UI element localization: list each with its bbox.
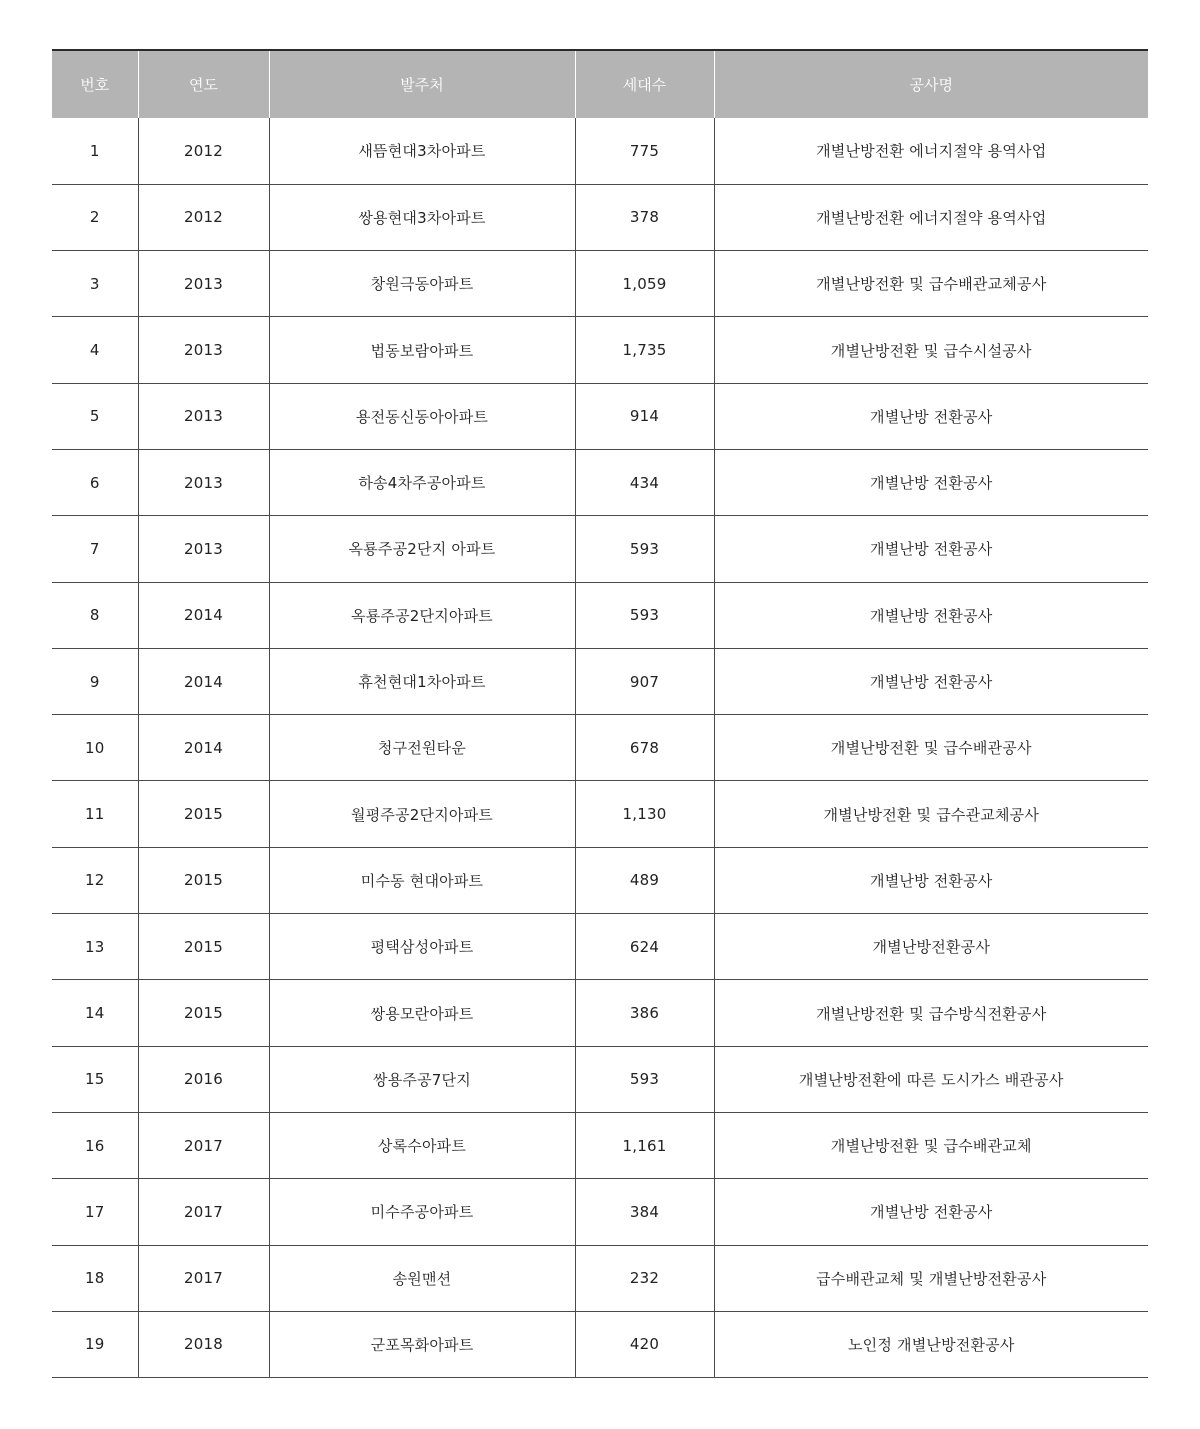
table-row — [52, 781, 1148, 847]
cell-year: 2013 — [138, 383, 269, 449]
cell-year: 2018 — [138, 1311, 269, 1377]
table-row — [52, 1112, 1148, 1178]
cell-number: 19 — [85, 1335, 105, 1354]
table-row — [52, 1046, 1148, 1112]
cell-year: 2015 — [138, 980, 269, 1046]
cell-households: 624 — [575, 914, 714, 980]
cell-households: 489 — [575, 847, 714, 913]
cell-year: 2014 — [138, 715, 269, 781]
cell-year: 2017 — [138, 1179, 269, 1245]
cell-client: 월평주공2단지아파트 — [269, 781, 575, 847]
cell-number: 18 — [85, 1269, 105, 1288]
table-row — [52, 449, 1148, 515]
cell-project-name: 개별난방 전환공사 — [714, 449, 1148, 515]
cell-client: 청구전원타운 — [269, 715, 575, 781]
cell-client: 상록수아파트 — [269, 1112, 575, 1178]
table-row — [52, 251, 1148, 317]
cell-year: 2017 — [138, 1245, 269, 1311]
project-table — [52, 49, 1148, 1378]
table-row — [52, 715, 1148, 781]
cell-project-name: 개별난방전환공사 — [714, 914, 1148, 980]
table-row — [52, 118, 1148, 184]
cell-households: 907 — [575, 648, 714, 714]
cell-project-name: 개별난방전환 및 급수방식전환공사 — [714, 980, 1148, 1046]
cell-year: 2012 — [138, 184, 269, 250]
column-header-client: 발주처 — [269, 50, 575, 118]
cell-households: 914 — [575, 383, 714, 449]
cell-year: 2013 — [138, 516, 269, 582]
cell-year: 2015 — [138, 781, 269, 847]
table-row — [52, 1245, 1148, 1311]
cell-project-name: 개별난방전환 및 급수배관교체 — [714, 1112, 1148, 1178]
cell-client: 창원극동아파트 — [269, 251, 575, 317]
cell-households: 593 — [575, 516, 714, 582]
cell-number: 5 — [89, 407, 100, 426]
table-row — [52, 980, 1148, 1046]
cell-households: 232 — [575, 1245, 714, 1311]
cell-year: 2014 — [138, 582, 269, 648]
table-row — [52, 516, 1148, 582]
cell-client: 쌍용현대3차아파트 — [269, 184, 575, 250]
cell-households: 384 — [575, 1179, 714, 1245]
table-row — [52, 847, 1148, 913]
cell-project-name: 개별난방 전환공사 — [714, 847, 1148, 913]
cell-project-name: 개별난방 전환공사 — [714, 582, 1148, 648]
cell-client: 미수주공아파트 — [269, 1179, 575, 1245]
cell-number: 4 — [89, 341, 100, 360]
cell-year: 2014 — [138, 648, 269, 714]
cell-client: 새뜸현대3차아파트 — [269, 118, 575, 184]
cell-households: 386 — [575, 980, 714, 1046]
cell-number: 7 — [89, 539, 100, 558]
table-row — [52, 184, 1148, 250]
cell-number: 13 — [85, 937, 105, 956]
cell-client: 군포목화아파트 — [269, 1311, 575, 1377]
table-row — [52, 914, 1148, 980]
cell-project-name: 급수배관교체 및 개별난방전환공사 — [714, 1245, 1148, 1311]
cell-number: 10 — [85, 738, 105, 757]
cell-client: 법동보람아파트 — [269, 317, 575, 383]
cell-project-name: 개별난방전환 에너지절약 용역사업 — [714, 184, 1148, 250]
header-row — [52, 50, 1148, 118]
cell-year: 2015 — [138, 914, 269, 980]
cell-households: 593 — [575, 582, 714, 648]
cell-number: 17 — [85, 1202, 105, 1221]
cell-number: 9 — [89, 672, 100, 691]
cell-number: 6 — [89, 473, 100, 492]
project-table-container — [52, 49, 1148, 1378]
table-body — [52, 118, 1148, 1378]
table-header — [52, 50, 1148, 118]
column-header-households: 세대수 — [575, 50, 714, 118]
cell-client: 용전동신동아아파트 — [269, 383, 575, 449]
cell-households: 1,161 — [575, 1112, 714, 1178]
cell-number: 11 — [85, 805, 105, 824]
cell-client: 미수동 현대아파트 — [269, 847, 575, 913]
column-header-year: 연도 — [138, 50, 269, 118]
column-header-number: 번호 — [80, 76, 110, 94]
cell-project-name: 개별난방전환 및 급수배관교체공사 — [714, 251, 1148, 317]
cell-project-name: 개별난방전환 및 급수시설공사 — [714, 317, 1148, 383]
cell-year: 2012 — [138, 118, 269, 184]
table-row — [52, 1311, 1148, 1377]
column-header-project-name: 공사명 — [714, 50, 1148, 118]
table-row — [52, 317, 1148, 383]
cell-year: 2016 — [138, 1046, 269, 1112]
cell-households: 1,059 — [575, 251, 714, 317]
cell-client: 쌍용모란아파트 — [269, 980, 575, 1046]
table-row — [52, 648, 1148, 714]
cell-number: 14 — [85, 1004, 105, 1022]
cell-number: 15 — [85, 1070, 105, 1089]
cell-year: 2013 — [138, 449, 269, 515]
cell-year: 2017 — [138, 1112, 269, 1178]
cell-number: 8 — [89, 606, 100, 625]
cell-client: 하송4차주공아파트 — [269, 449, 575, 515]
cell-year: 2013 — [138, 251, 269, 317]
cell-project-name: 개별난방전환 에너지절약 용역사업 — [714, 118, 1148, 184]
cell-households: 775 — [575, 118, 714, 184]
table-row — [52, 582, 1148, 648]
cell-households: 593 — [575, 1046, 714, 1112]
cell-households: 678 — [575, 715, 714, 781]
cell-households: 1,735 — [575, 317, 714, 383]
table-row — [52, 1179, 1148, 1245]
cell-number: 16 — [85, 1136, 105, 1155]
cell-number: 1 — [89, 141, 100, 160]
cell-client: 옥룡주공2단지아파트 — [269, 582, 575, 648]
cell-project-name: 개별난방 전환공사 — [714, 648, 1148, 714]
cell-number: 3 — [89, 274, 100, 293]
table-row — [52, 383, 1148, 449]
cell-households: 378 — [575, 184, 714, 250]
cell-project-name: 노인정 개별난방전환공사 — [714, 1311, 1148, 1377]
cell-project-name: 개별난방 전환공사 — [714, 516, 1148, 582]
cell-households: 420 — [575, 1311, 714, 1377]
cell-project-name: 개별난방 전환공사 — [714, 1179, 1148, 1245]
cell-number: 12 — [85, 871, 105, 890]
cell-households: 1,130 — [575, 781, 714, 847]
cell-year: 2013 — [138, 317, 269, 383]
cell-client: 옥룡주공2단지 아파트 — [269, 516, 575, 582]
cell-client: 송원맨션 — [269, 1245, 575, 1311]
cell-project-name: 개별난방 전환공사 — [714, 383, 1148, 449]
cell-client: 평택삼성아파트 — [269, 914, 575, 980]
cell-households: 434 — [575, 449, 714, 515]
cell-project-name: 개별난방전환 및 급수배관공사 — [714, 715, 1148, 781]
cell-number: 2 — [89, 208, 100, 227]
cell-client: 쌍용주공7단지 — [269, 1046, 575, 1112]
cell-project-name: 개별난방전환 및 급수관교체공사 — [714, 781, 1148, 847]
cell-project-name: 개별난방전환에 따른 도시가스 배관공사 — [714, 1046, 1148, 1112]
cell-client: 휴천현대1차아파트 — [269, 648, 575, 714]
cell-year: 2015 — [138, 847, 269, 913]
